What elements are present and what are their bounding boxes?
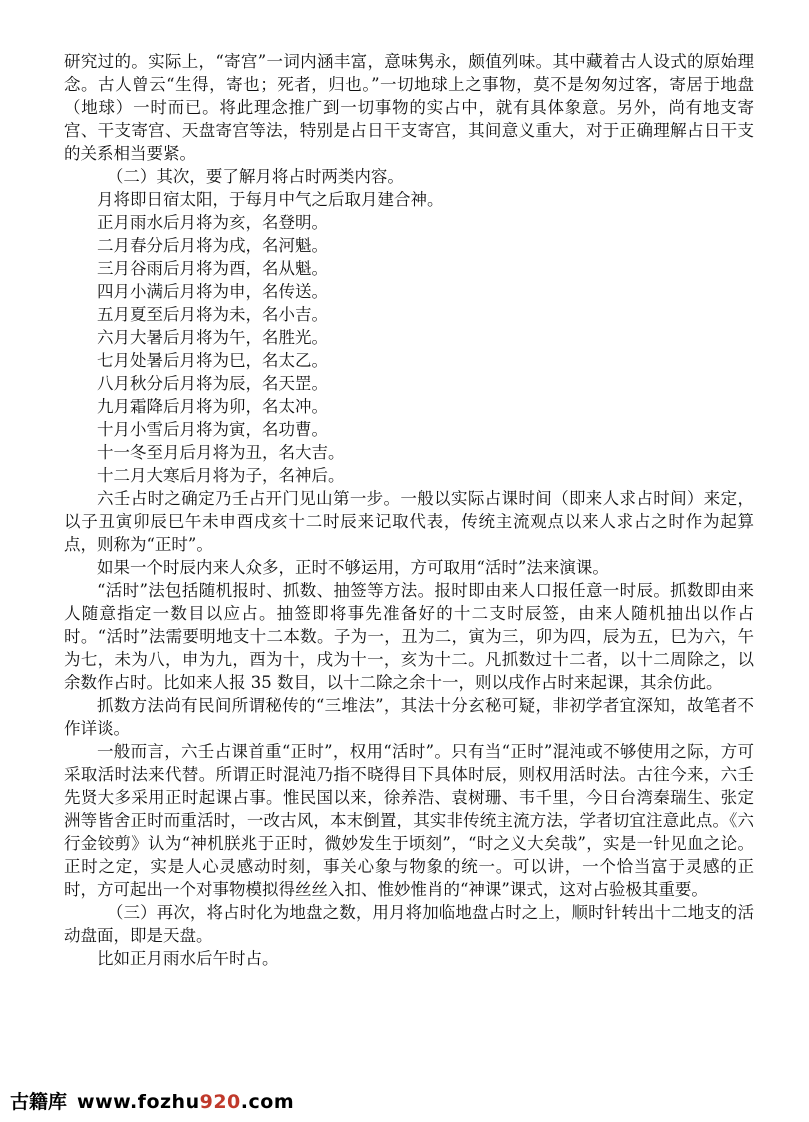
paragraph-yuejiang-definition: 月将即日宿太阳，于每月中气之后取月建合神。 [97,190,444,209]
list-item: 十月小雪后月将为寅，名功曹。 [97,420,328,439]
list-item: 正月雨水后月将为亥，名登明。 [97,213,328,232]
list-item: 十一冬至月后月将为丑，名大吉。 [97,443,345,462]
paragraph-huoshi-methods: “活时”法包括随机报时、抓数、抽签等方法。报时即由来人口报任意一时辰。抓数即由来人随意指定一数目以应占。抽签即将事先准备好的十二支时辰签，由来人随机抽出以作占时。“活时”法需要明地支十二本数。子为一，丑为二，寅为三，卯为四，辰为五，巳为六，午为七，未为八，申为九，酉为十，戌为十一，亥为十二。凡抓数过十二者，以十二周除之，以余数作占时。比如来人报 35 数目，以十二除之余十一，则以戌作占时来起课，其余仿此。 [64,581,754,692]
paragraph-zhengshi: 六壬占时之确定乃壬占开门见山第一步。一般以实际占课时间（即来人求占时间）来定，以子丑寅卯辰巳午未申酉戌亥十二时辰来记取代表，传统主流观点以来人求占之时作为起算点，则称为“正时”。 [64,489,754,554]
section-heading-2: （二）其次，要了解月将占时两类内容。 [106,167,404,186]
list-item: 九月霜降后月将为卯，名太冲。 [97,397,328,416]
list-item: 六月大暑后月将为午，名胜光。 [97,328,328,347]
list-item: 五月夏至后月将为未，名小吉。 [97,305,328,324]
paragraph-sandui: 抓数方法尚有民间所谓秘传的“三堆法”，其法十分玄秘可疑，非初学者宜深知，故笔者不作详谈。 [64,696,754,738]
paragraph-example: 比如正月雨水后午时占。 [97,949,279,968]
paragraph-intro: 研究过的。实际上，“寄宫”一词内涵丰富，意味隽永，颇值列味。其中藏着古人设式的原始理念。古人曾云“生得，寄也；死者，归也。”一切地球上之事物，莫不是匆匆过客，寄居于地盘（地球）一时而已。将此理念推广到一切事物的实占中，就有具体象意。另外，尚有地支寄宫、干支寄宫、天盘寄宫等法，特别是占日干支寄宫，其间意义重大，对于正确理解占日干支的关系相当要紧。 [64,52,754,163]
section-heading-3: （三）再次，将占时化为地盘之数，用月将加临地盘占时之上，顺时针转出十二地支的活动盘面，即是天盘。 [64,903,754,945]
list-item: 八月秋分后月将为辰，名天罡。 [97,374,328,393]
site-url-number: 920 [199,1091,241,1113]
site-url-prefix: www.fozhu [77,1091,200,1113]
document-page [64,50,754,970]
watermark-footer [10,1087,294,1117]
paragraph-huoshi-intro: 如果一个时辰内来人众多，正时不够运用，方可取用“活时”法来演课。 [97,558,609,577]
list-item: 十二月大寒后月将为子，名神后。 [97,466,345,485]
month-general-list [64,211,754,487]
list-item: 七月处暑后月将为巳，名太乙。 [97,351,328,370]
site-brand: 古籍库 [10,1091,68,1113]
site-url[interactable] [77,1091,294,1113]
list-item: 二月春分后月将为戌，名河魁。 [97,236,328,255]
site-url-suffix: .com [240,1091,295,1113]
list-item: 三月谷雨后月将为酉，名从魁。 [97,259,328,278]
list-item: 四月小满后月将为申，名传送。 [97,282,328,301]
paragraph-zhengshi-priority: 一般而言，六壬占课首重“正时”，权用“活时”。只有当“正时”混沌或不够使用之际，方可采取活时法来代替。所谓正时混沌乃指不晓得目下具体时辰，则权用活时法。古往今来，六壬先贤大多采用正时起课占事。惟民国以来，徐养浩、袁树珊、韦千里，今日台湾秦瑞生、张定洲等皆舍正时而重活时，一改古风，本末倒置，其实非传统主流方法，学者切宜注意此点。《六行金铰剪》认为“神机朕兆于正时，微妙发生于顷刻”，“时之义大矣哉”，实是一针见血之论。正时之定，实是人心灵感动时刻，事关心象与物象的统一。可以讲，一个恰当富于灵感的正时，方可起出一个对事物模拟得丝丝入扣、惟妙惟肖的“神课”课式，这对占验极其重要。 [64,742,754,899]
